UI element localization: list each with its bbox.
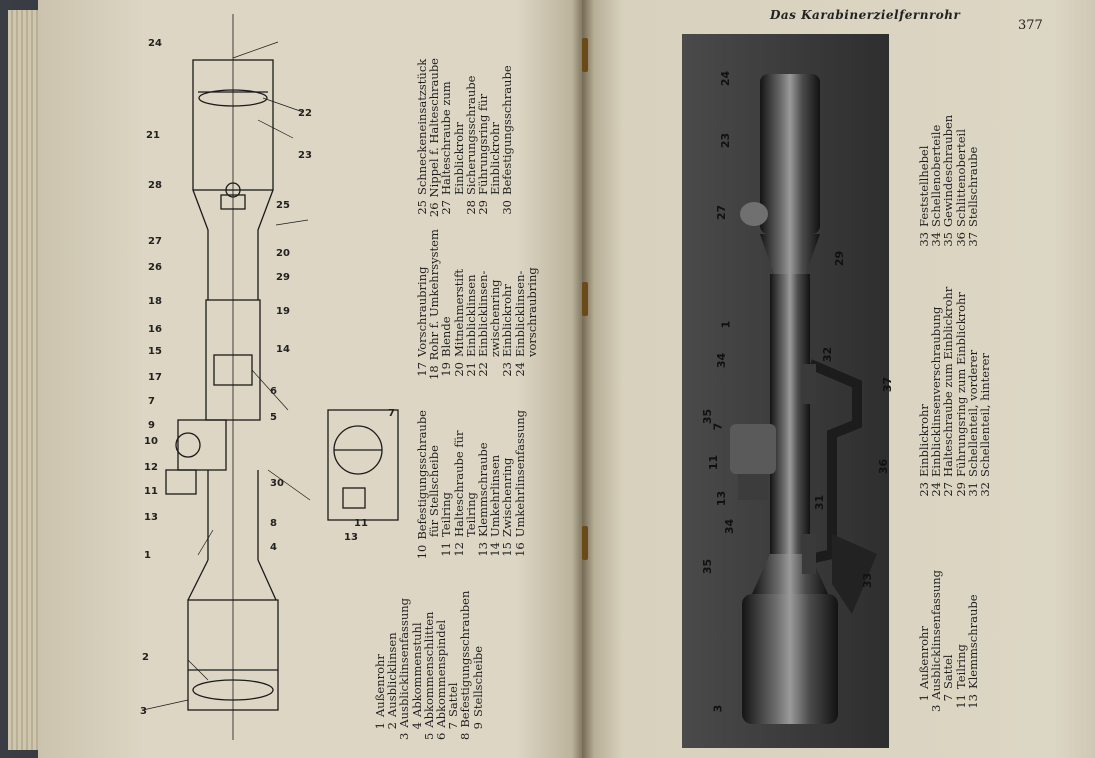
callout-22: 22: [298, 108, 312, 119]
callout-29: 29: [276, 272, 290, 283]
callout-27: 27: [148, 236, 162, 247]
legend-item: 20 Mitnehmerstift: [451, 269, 466, 377]
legend-item: 13 Klemmschraube: [476, 442, 491, 557]
legend-item: vorschraubring: [524, 267, 539, 357]
legend-item: 7 Sattel: [941, 654, 956, 702]
legend-item: Teilring: [463, 492, 478, 537]
legend-item: 32 Schellenteil, hinterer: [978, 353, 993, 497]
binding-stitch: [582, 526, 588, 560]
callout-1: 1: [144, 550, 151, 561]
callout-12: 12: [144, 462, 158, 473]
legend-item: 18 Rohr f. Umkehrsystem: [427, 229, 442, 380]
callout-20: 20: [276, 248, 290, 259]
photo-callout-27: 27: [715, 204, 729, 221]
legend-item: 11 Teilring: [953, 644, 968, 709]
callout-10: 10: [144, 436, 158, 447]
legend-item: 23 Einblickrohr: [500, 284, 515, 377]
callout-25: 25: [276, 200, 290, 211]
photo-callout-31: 31: [813, 494, 827, 511]
legend-item: 30 Befestigungsschraube: [500, 65, 515, 215]
photo-callout-1: 1: [719, 320, 733, 329]
legend-item: 17 Vorschraubring: [415, 266, 429, 377]
legend-item: 27 Halteschraube zum: [439, 81, 454, 215]
callout-11: 11: [144, 486, 158, 497]
running-header: Das Karabinerzielfernrohr: [770, 8, 961, 22]
photo-callout-37: 37: [881, 376, 895, 393]
legend-item: 3 Ausblicklinsenfassung: [929, 569, 944, 712]
legend-item: 29 Führungsring zum Einblickrohr: [953, 292, 968, 497]
legend-item: 14 Umkehrlinsen: [488, 454, 503, 557]
left-legend-col1: [373, 590, 485, 740]
detail-callout-7: 7: [388, 408, 395, 419]
callout-28: 28: [148, 180, 162, 191]
binding-stitch: [582, 38, 588, 72]
legend-item: 33 Feststellhebel: [917, 145, 931, 247]
legend-item: 27 Halteschraube zum Einblickrohr: [941, 286, 956, 497]
legend-item: 16 Umkehrlinsenfassung: [512, 410, 527, 557]
legend-item: 21 Einblicklinsen: [463, 274, 478, 377]
callout-4: 4: [270, 542, 277, 553]
callout-30: 30: [270, 478, 284, 489]
right-legend-col2: [918, 270, 991, 500]
legend-item: 13 Klemmschraube: [965, 594, 980, 709]
legend-item: 4 Abkommenstuhl: [409, 622, 424, 730]
callout-3: 3: [140, 706, 147, 717]
book-gutter: [572, 0, 594, 758]
legend-item: 29 Führungsring für: [476, 93, 491, 215]
callout-17: 17: [148, 372, 162, 383]
photo-callout-33: 33: [861, 572, 875, 589]
legend-item: 31 Schellenteil, vorderer: [965, 349, 980, 497]
right-legend-col3: [918, 110, 979, 250]
legend-item: 1 Außenrohr: [917, 626, 931, 702]
legend-item: 7 Sattel: [446, 682, 461, 730]
scope-photograph: [682, 34, 889, 748]
left-page: [38, 0, 582, 758]
callout-5: 5: [270, 412, 277, 423]
legend-item: 25 Schneckeneinsatzstück: [415, 58, 429, 215]
legend-item: 6 Abkommenspindel: [434, 619, 449, 740]
callout-21: 21: [146, 130, 160, 141]
legend-item: 15 Zwischenring: [500, 457, 515, 557]
legend-item: 24 Einblicklinsen-: [512, 270, 527, 377]
scope-photo-illustration: [682, 34, 889, 748]
legend-item: Einblickrohr: [488, 122, 503, 195]
binding-stitch: [582, 282, 588, 316]
legend-item: Einblickrohr: [451, 122, 466, 195]
legend-item: 22 Einblicklinsen-: [476, 270, 491, 377]
left-legend-col3: [416, 230, 538, 380]
legend-item: für Stellscheibe: [427, 445, 442, 537]
legend-item: 12 Halteschraube für: [451, 430, 466, 557]
legend-item: 5 Abkommenschlitten: [421, 611, 436, 740]
photo-callout-11: 11: [707, 454, 721, 471]
left-legend-col4: [416, 58, 514, 218]
callout-24: 24: [148, 38, 162, 49]
callout-2: 2: [142, 652, 149, 663]
photo-callout-24: 24: [719, 70, 733, 87]
photo-callout-34: 34: [715, 352, 729, 369]
photo-callout-32: 32: [821, 346, 835, 363]
legend-item: 11 Teilring: [439, 492, 454, 557]
legend-item: 8 Befestigungsschrauben: [458, 590, 473, 740]
legend-item: 34 Schellenoberteile: [929, 124, 944, 247]
photo-callout-7: 7: [711, 422, 725, 431]
callout-15: 15: [148, 346, 162, 357]
legend-item: 37 Stellschraube: [965, 146, 980, 247]
callout-13: 13: [144, 512, 158, 523]
legend-item: 36 Schlittenoberteil: [953, 129, 968, 247]
legend-item: zwischenring: [488, 279, 503, 357]
photo-callout-35: 35: [701, 408, 715, 425]
photo-callout-35b: 35: [701, 558, 715, 575]
photo-callout-23: 23: [719, 132, 733, 149]
left-legend-col2: [416, 410, 526, 560]
page-number: 377: [1018, 18, 1043, 33]
legend-item: 10 Befestigungsschraube: [415, 410, 429, 560]
legend-item: 1 Außenrohr: [373, 654, 387, 730]
callout-6: 6: [270, 386, 277, 397]
legend-item: 28 Sicherungsschraube: [463, 75, 478, 215]
legend-item: 3 Ausblicklinsenfassung: [397, 597, 412, 740]
detail-callout-11: 11: [354, 518, 368, 529]
callout-26: 26: [148, 262, 162, 273]
photo-callout-34b: 34: [723, 518, 737, 535]
legend-item: 19 Blende: [439, 316, 454, 377]
legend-item: 24 Einblicklinsenverschraubung: [929, 306, 944, 497]
callout-16: 16: [148, 324, 162, 335]
detail-callout-13: 13: [344, 532, 358, 543]
callout-18: 18: [148, 296, 162, 307]
photo-callout-13: 13: [715, 490, 729, 507]
legend-item: 23 Einblickrohr: [917, 404, 931, 497]
legend-item: 35 Gewindeschrauben: [941, 114, 956, 247]
legend-item: 2 Ausblicklinsen: [385, 632, 400, 730]
legend-item: 26 Nippel f. Halteschraube: [427, 58, 442, 218]
photo-callout-3: 3: [711, 704, 725, 713]
callout-9: 9: [148, 420, 155, 431]
photo-callout-36: 36: [877, 458, 891, 475]
callout-23: 23: [298, 150, 312, 161]
callout-7: 7: [148, 396, 155, 407]
photo-callout-29: 29: [833, 250, 847, 267]
legend-item: 9 Stellscheibe: [470, 645, 485, 730]
right-legend-col1: [917, 569, 980, 712]
callout-19: 19: [276, 306, 290, 317]
callout-14: 14: [276, 344, 290, 355]
callout-8: 8: [270, 518, 277, 529]
